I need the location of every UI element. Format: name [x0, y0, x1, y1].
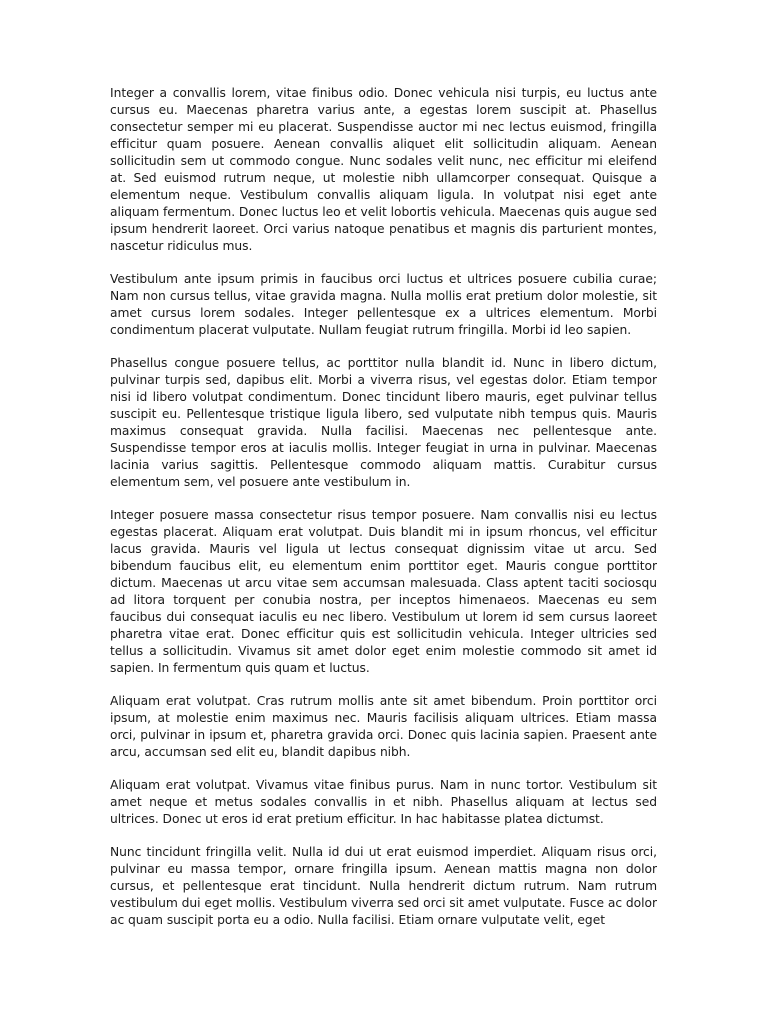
paragraph-3: Phasellus congue posuere tellus, ac porttitor nulla blandit id. Nunc in libero dictum, pulvinar turpis sed, dapibus elit. Morbi a viverra risus, vel egestas dolor. Etiam tempor nisi id libero volutpat condimentum. Donec tincidunt libero mauris, eget pulvinar tellus suscipit eu. Pellentesque tristique ligula libero, sed vulputate nibh tempus quis. Mauris maximus consequat gravida. Nulla facilisi. Maecenas nec pellentesque ante. Suspendisse tempor eros at iaculis mollis. Integer feugiat in urna in pulvinar. Maecenas lacinia varius sagittis. Pellentesque commodo aliquam mattis. Curabitur cursus elementum sem, vel posuere ante vestibulum in. [110, 356, 657, 489]
paragraph-6: Aliquam erat volutpat. Vivamus vitae finibus purus. Nam in nunc tortor. Vestibulum sit amet neque et metus sodales convallis in et nibh. Phasellus aliquam at lectus sed ultrices. Donec ut eros id erat pretium efficitur. In hac habitasse platea dictumst. [110, 778, 657, 826]
paragraph-4: Integer posuere massa consectetur risus tempor posuere. Nam convallis nisi eu lectus egestas placerat. Aliquam erat volutpat. Duis blandit mi in ipsum rhoncus, vel efficitur lacus gravida. Mauris vel ligula ut lectus consequat dignissim vitae ut arcu. Sed bibendum faucibus elit, eu elementum enim porttitor eget. Mauris congue porttitor dictum. Maecenas ut arcu vitae sem accumsan malesuada. Class aptent taciti sociosqu ad litora torquent per conubia nostra, per inceptos himenaeos. Maecenas eu sem faucibus dui consequat iaculis eu nec libero. Vestibulum ut lorem id sem cursus laoreet pharetra vitae erat. Donec efficitur quis est sollicitudin vehicula. Integer ultricies sed tellus a sollicitudin. Vivamus sit amet dolor eget enim molestie commodo sit amet id sapien. In fermentum quis quam et luctus. [110, 508, 657, 675]
document-page [110, 85, 657, 930]
paragraph-1: Integer a convallis lorem, vitae finibus odio. Donec vehicula nisi turpis, eu luctus ante cursus eu. Maecenas pharetra varius ante, a egestas lorem suscipit at. Phasellus consectetur semper mi eu placerat. Suspendisse auctor mi nec lectus euismod, fringilla efficitur quam posuere. Aenean convallis aliquet elit sollicitudin aliquam. Aenean sollicitudin sem ut commodo congue. Nunc sodales velit nunc, nec efficitur mi eleifend at. Sed euismod rutrum neque, ut molestie nibh ullamcorper consequat. Quisque a elementum neque. Vestibulum convallis aliquam ligula. In volutpat nisi eget ante aliquam fermentum. Donec luctus leo et velit lobortis vehicula. Maecenas quis augue sed ipsum hendrerit laoreet. Orci varius natoque penatibus et magnis dis parturient montes, nascetur ridiculus mus. [110, 86, 657, 253]
paragraph-5: Aliquam erat volutpat. Cras rutrum mollis ante sit amet bibendum. Proin porttitor orci ipsum, at molestie enim maximus nec. Mauris facilisis aliquam ultrices. Etiam massa orci, pulvinar in ipsum et, pharetra gravida orci. Donec quis lacinia sapien. Praesent ante arcu, accumsan sed elit eu, blandit dapibus nibh. [110, 694, 657, 759]
paragraph-2: Vestibulum ante ipsum primis in faucibus orci luctus et ultrices posuere cubilia curae; Nam non cursus tellus, vitae gravida magna. Nulla mollis erat pretium dolor molestie, sit amet cursus lorem sodales. Integer pellentesque ex a ultrices elementum. Morbi condimentum placerat vulputate. Nullam feugiat rutrum fringilla. Morbi id leo sapien. [110, 272, 657, 337]
paragraph-7: Nunc tincidunt fringilla velit. Nulla id dui ut erat euismod imperdiet. Aliquam risus orci, pulvinar eu massa tempor, ornare fringilla ipsum. Aenean mattis magna non dolor cursus, et pellentesque erat tincidunt. Nulla hendrerit dictum rutrum. Nam rutrum vestibulum dui eget mollis. Vestibulum viverra sed orci sit amet vulputate. Fusce ac dolor ac quam suscipit porta eu a odio. Nulla facilisi. Etiam ornare vulputate velit, eget [110, 845, 657, 927]
